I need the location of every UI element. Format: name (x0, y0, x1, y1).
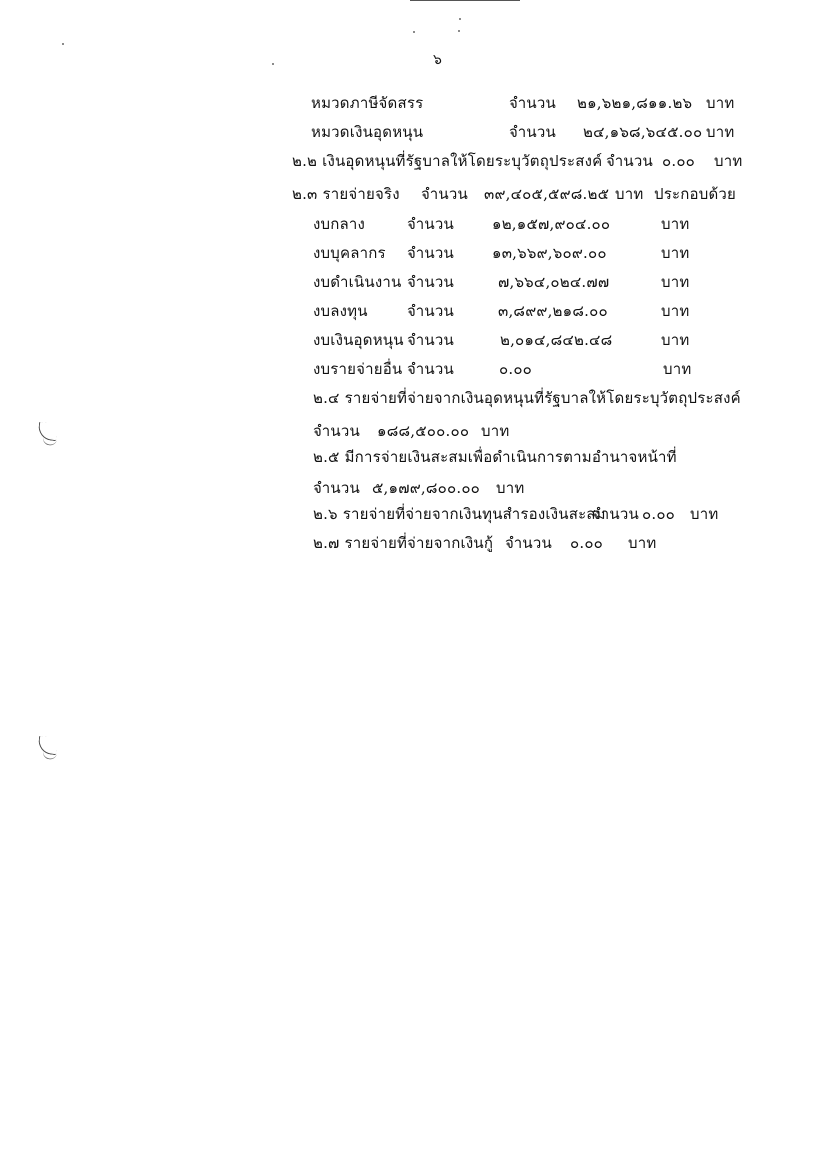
section-2-4-unit: บาท (481, 422, 510, 440)
section-2-7-label: จำนวน (505, 534, 552, 552)
revenue-item-label: จำนวน (509, 123, 556, 141)
budget-item-unit: บาท (661, 302, 690, 320)
section-2-7-text: ๒.๗ รายจ่ายที่จ่ายจากเงินกู้ (313, 534, 494, 552)
section-2-2-text: ๒.๒ เงินอุดหนุนที่รัฐบาลให้โดยระบุวัตถุประสงค์ (292, 152, 603, 170)
revenue-item-label: จำนวน (509, 94, 556, 112)
section-2-5-unit: บาท (496, 479, 525, 497)
scan-speck (459, 18, 461, 20)
budget-item-label: จำนวน (407, 360, 454, 378)
section-2-2-amount: ๐.๐๐ (662, 152, 696, 170)
budget-item-amount: ๒,๐๑๔,๘๔๒.๔๘ (500, 331, 613, 349)
budget-item-amount: ๓,๘๙๙,๒๑๘.๐๐ (498, 302, 608, 320)
budget-item-unit: บาท (661, 215, 690, 233)
revenue-item-amount: ๒๔,๑๖๘,๖๔๕.๐๐ (583, 123, 703, 141)
section-2-4-label: จำนวน (313, 422, 360, 440)
budget-item-unit: บาท (663, 360, 692, 378)
section-2-2-unit: บาท (714, 152, 743, 170)
budget-item-name: งบกลาง (313, 215, 366, 233)
section-2-4-text: ๒.๔ รายจ่ายที่จ่ายจากเงินอุดหนุนที่รัฐบาลให้โดยระบุวัตถุประสงค์ (313, 389, 741, 407)
budget-item-label: จำนวน (407, 302, 454, 320)
section-2-3-amount: ๓๙,๔๐๕,๕๙๘.๒๕ (484, 185, 610, 203)
revenue-item-name: หมวดภาษีจัดสรร (311, 94, 424, 112)
section-2-6-label: จำนวน (592, 505, 639, 523)
section-2-3-unit: บาท (615, 185, 644, 203)
budget-item-unit: บาท (661, 331, 690, 349)
scan-speck (413, 31, 415, 33)
section-2-3-text: ๒.๓ รายจ่ายจริง (292, 185, 400, 203)
revenue-item-unit: บาท (706, 123, 735, 141)
budget-item-name: งบดำเนินงาน (313, 273, 402, 291)
budget-item-label: จำนวน (407, 215, 454, 233)
scan-speck (458, 30, 460, 32)
budget-item-name: งบลงทุน (313, 302, 368, 320)
section-2-2-label: จำนวน (606, 152, 653, 170)
page-number: ๖ (433, 52, 443, 68)
budget-item-label: จำนวน (407, 273, 454, 291)
section-2-3-label: จำนวน (421, 185, 468, 203)
budget-item-amount: ๐.๐๐ (499, 360, 533, 378)
section-2-6-text: ๒.๖ รายจ่ายที่จ่ายจากเงินทุนสำรองเงินสะสม (313, 505, 606, 523)
budget-item-label: จำนวน (407, 244, 454, 262)
budget-item-name: งบบุคลากร (313, 244, 386, 262)
budget-item-label: จำนวน (407, 331, 454, 349)
revenue-item-name: หมวดเงินอุดหนุน (311, 123, 424, 141)
budget-item-amount: ๑๓,๖๖๙,๖๐๙.๐๐ (492, 244, 607, 262)
budget-item-unit: บาท (661, 273, 690, 291)
budget-item-name: งบรายจ่ายอื่น (313, 360, 403, 378)
budget-item-name: งบเงินอุดหนุน (313, 331, 404, 349)
section-2-6-amount: ๐.๐๐ (642, 505, 676, 523)
budget-item-amount: ๑๒,๑๕๗,๙๐๔.๐๐ (492, 215, 611, 233)
section-2-5-label: จำนวน (313, 479, 360, 497)
punch-hole-mark (37, 736, 58, 755)
section-2-7-amount: ๐.๐๐ (570, 534, 604, 552)
scan-speck (62, 43, 64, 45)
punch-hole-mark (37, 422, 58, 441)
scan-top-line (410, 0, 520, 1)
section-2-3-suffix: ประกอบด้วย (654, 185, 737, 203)
revenue-item-amount: ๒๑,๖๒๑,๘๑๑.๒๖ (577, 94, 693, 112)
budget-item-amount: ๗,๖๖๔,๐๒๔.๗๗ (498, 273, 610, 291)
section-2-7-unit: บาท (628, 534, 657, 552)
budget-item-unit: บาท (661, 244, 690, 262)
section-2-5-text: ๒.๕ มีการจ่ายเงินสะสมเพื่อดำเนินการตามอำนาจหน้าที่ (313, 448, 677, 466)
scan-speck (272, 63, 274, 65)
section-2-6-unit: บาท (690, 505, 719, 523)
section-2-5-amount: ๕,๑๗๙,๘๐๐.๐๐ (372, 479, 481, 497)
section-2-4-amount: ๑๘๘,๕๐๐.๐๐ (377, 422, 470, 440)
revenue-item-unit: บาท (706, 94, 735, 112)
